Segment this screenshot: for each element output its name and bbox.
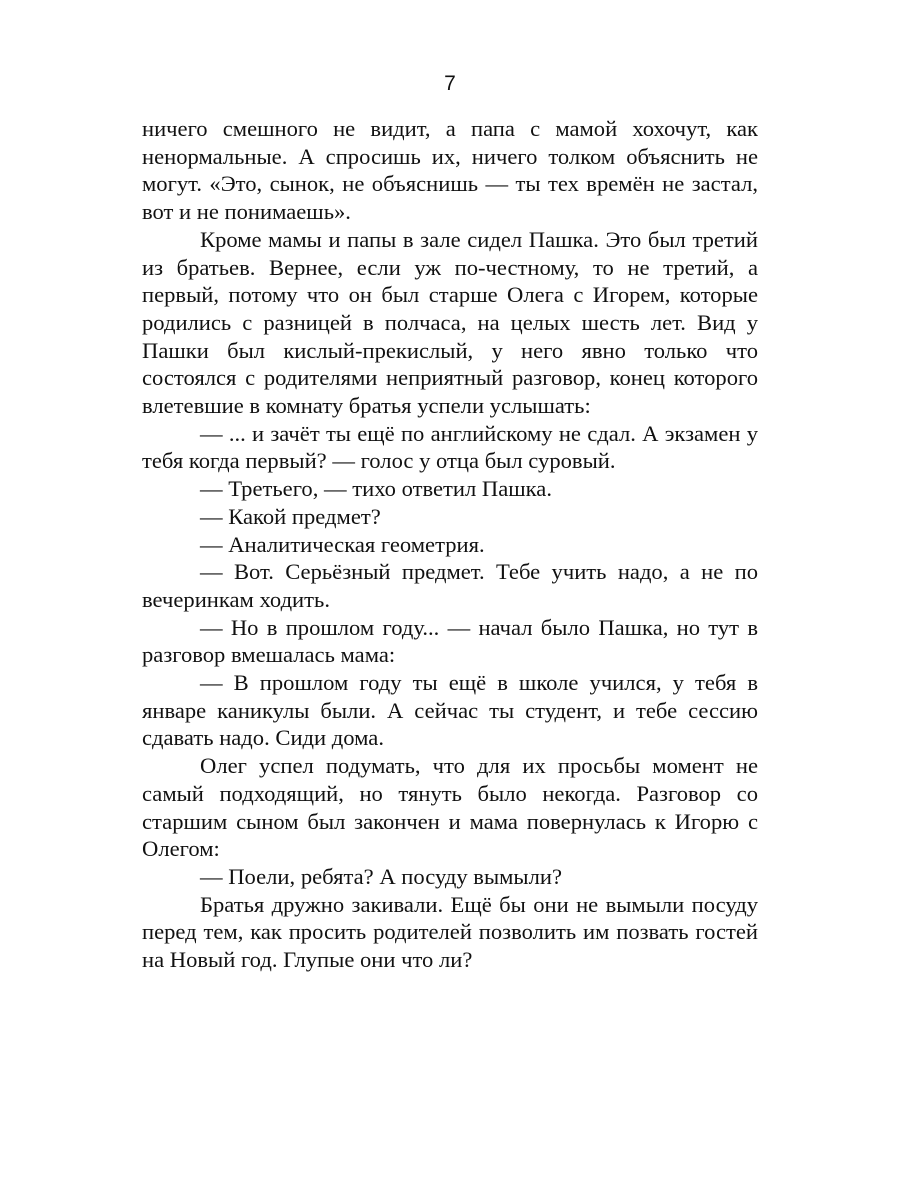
- paragraph-continued: ничего смешного не видит, а папа с мамой хохочут, как ненормальные. А спросишь их, ничего толком объяснить не могут. «Это, сынок, не объяснишь — ты тех времён не застал, вот и не понимаешь».: [142, 116, 758, 225]
- paragraph-dialogue: — Но в прошлом году... — начал было Пашка, но тут в разговор вмешалась мама:: [142, 614, 758, 668]
- paragraph-dialogue: — Аналитическая геометрия.: [200, 531, 485, 557]
- paragraph-dialogue: — Вот. Серьёзный предмет. Тебе учить надо, а не по вечеринкам ходить.: [142, 559, 758, 612]
- paragraph-dialogue: — Третьего, — тихо ответил Пашка.: [200, 476, 552, 502]
- paragraph-narration: Братья дружно закивали. Ещё бы они не вымыли посуду перед тем, как просить родителей позволить им позвать гостей на Новый год. Глупые они что ли?: [142, 891, 758, 973]
- page-number: 7: [444, 72, 456, 95]
- paragraph-dialogue: — Какой предмет?: [200, 503, 381, 529]
- paragraph-narration: Олег успел подумать, что для их просьбы момент не самый подходящий, но тянуть было некогда. Разговор со старшим сыном был закончен и мама повернулась к Игорю с Олегом:: [142, 753, 758, 862]
- paragraph-dialogue: — В прошлом году ты ещё в школе учился, у тебя в январе каникулы были. А сейчас ты студент, и тебе сессию сдавать надо. Сиди дома.: [142, 670, 758, 751]
- paragraph-dialogue: — Поели, ребята? А посуду вымыли?: [200, 863, 563, 889]
- text-body: [142, 115, 758, 974]
- paragraph-narration: Кроме мамы и папы в зале сидел Пашка. Это был третий из братьев. Вернее, если уж по-честному, то не третий, а первый, потому что он был старше Олега с Игорем, которые родились с разницей в полчаса, на целых шесть лет. Вид у Пашки был кислый-прекислый, у него явно только что состоялся с родителями неприятный разговор, конец которого влетевшие в комнату братья успели услышать:: [142, 226, 758, 419]
- paragraph-dialogue: — ... и зачёт ты ещё по английскому не сдал. А экзамен у тебя когда первый? — голос у отца был суровый.: [142, 420, 758, 474]
